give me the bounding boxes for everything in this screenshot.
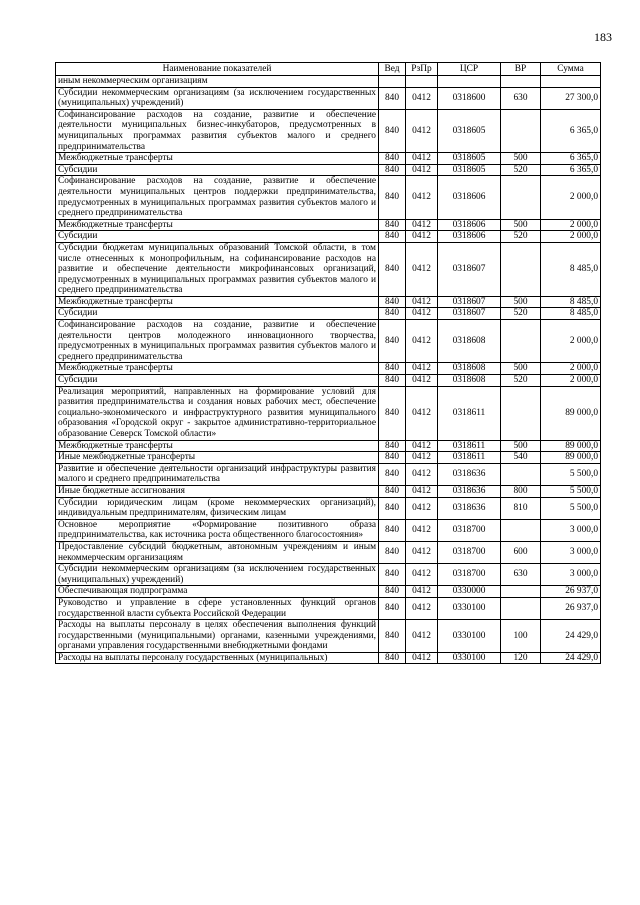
cell-name: Субсидии некоммерческим организациям (за исключением государственных (муниципальных) учреждений) xyxy=(56,87,379,109)
cell-vr: 520 xyxy=(501,308,541,320)
cell-csr: 0318700 xyxy=(438,519,501,541)
cell-sum: 26 937,0 xyxy=(541,586,601,598)
cell-ved: 840 xyxy=(379,519,406,541)
table-row xyxy=(56,242,601,296)
cell-name: Основное мероприятие «Формирование позитивного образа предпринимательства, как источника роста общественного благосостояния» xyxy=(56,519,379,541)
cell-csr: 0318700 xyxy=(438,541,501,563)
table-row xyxy=(56,320,601,363)
cell-name: Субсидии xyxy=(56,308,379,320)
table-row xyxy=(56,386,601,440)
cell-csr: 0318611 xyxy=(438,440,501,452)
cell-vr xyxy=(501,320,541,363)
cell-sum: 5 500,0 xyxy=(541,463,601,485)
cell-csr: 0330100 xyxy=(438,597,501,619)
cell-vr: 100 xyxy=(501,620,541,653)
cell-vr xyxy=(501,386,541,440)
cell-rzpr: 0412 xyxy=(406,440,438,452)
cell-vr xyxy=(501,176,541,219)
cell-name: Субсидии некоммерческим организациям (за исключением государственных (муниципальных) учреждений) xyxy=(56,564,379,586)
cell-csr: 0318606 xyxy=(438,176,501,219)
cell-rzpr: 0412 xyxy=(406,597,438,619)
table-row xyxy=(56,497,601,519)
cell-sum: 2 000,0 xyxy=(541,375,601,387)
cell-name: Софинансирование расходов на создание, развитие и обеспечение деятельности центров молодежного инновационного творчества, предусмотренных в муниципальных программах развития субъектов малого и среднего предпринимательства xyxy=(56,320,379,363)
cell-csr: 0318607 xyxy=(438,308,501,320)
cell-ved xyxy=(379,76,406,88)
cell-sum: 5 500,0 xyxy=(541,485,601,497)
cell-vr: 500 xyxy=(501,219,541,231)
cell-rzpr: 0412 xyxy=(406,164,438,176)
cell-rzpr: 0412 xyxy=(406,586,438,598)
cell-vr: 810 xyxy=(501,497,541,519)
cell-csr: 0318611 xyxy=(438,452,501,464)
cell-name: Расходы на выплаты персоналу в целях обеспечения выполнения функций государственными (муниципальными) органами, казенными учреждениями, органами управления государственными внебюджетными фондами xyxy=(56,620,379,653)
cell-csr: 0318700 xyxy=(438,564,501,586)
table-row xyxy=(56,564,601,586)
page-number: 183 xyxy=(594,30,612,44)
cell-csr: 0330100 xyxy=(438,652,501,664)
cell-ved: 840 xyxy=(379,219,406,231)
cell-vr: 500 xyxy=(501,440,541,452)
cell-rzpr: 0412 xyxy=(406,564,438,586)
table-row xyxy=(56,652,601,664)
cell-sum: 8 485,0 xyxy=(541,242,601,296)
cell-sum: 3 000,0 xyxy=(541,519,601,541)
cell-sum: 27 300,0 xyxy=(541,87,601,109)
cell-ved: 840 xyxy=(379,242,406,296)
table-row xyxy=(56,597,601,619)
cell-ved: 840 xyxy=(379,164,406,176)
cell-vr xyxy=(501,76,541,88)
cell-rzpr: 0412 xyxy=(406,386,438,440)
table-row xyxy=(56,87,601,109)
cell-ved: 840 xyxy=(379,296,406,308)
table-row xyxy=(56,375,601,387)
cell-csr: 0318607 xyxy=(438,242,501,296)
cell-name: Межбюджетные трансферты xyxy=(56,153,379,165)
cell-sum: 2 000,0 xyxy=(541,176,601,219)
cell-rzpr: 0412 xyxy=(406,87,438,109)
cell-vr: 800 xyxy=(501,485,541,497)
cell-ved: 840 xyxy=(379,497,406,519)
cell-ved: 840 xyxy=(379,452,406,464)
cell-sum: 89 000,0 xyxy=(541,386,601,440)
cell-ved: 840 xyxy=(379,320,406,363)
cell-csr: 0318606 xyxy=(438,219,501,231)
table-row xyxy=(56,541,601,563)
cell-rzpr: 0412 xyxy=(406,231,438,243)
cell-name: Межбюджетные трансферты xyxy=(56,219,379,231)
cell-csr: 0318600 xyxy=(438,87,501,109)
cell-sum: 6 365,0 xyxy=(541,164,601,176)
cell-ved: 840 xyxy=(379,176,406,219)
cell-csr: 0318607 xyxy=(438,296,501,308)
cell-rzpr: 0412 xyxy=(406,652,438,664)
cell-ved: 840 xyxy=(379,541,406,563)
cell-name: Субсидии xyxy=(56,375,379,387)
cell-sum: 89 000,0 xyxy=(541,452,601,464)
cell-ved: 840 xyxy=(379,440,406,452)
cell-vr xyxy=(501,109,541,152)
cell-vr: 520 xyxy=(501,164,541,176)
cell-sum: 3 000,0 xyxy=(541,564,601,586)
cell-rzpr xyxy=(406,76,438,88)
cell-rzpr: 0412 xyxy=(406,363,438,375)
cell-sum: 3 000,0 xyxy=(541,541,601,563)
table-row xyxy=(56,519,601,541)
cell-csr: 0318608 xyxy=(438,375,501,387)
cell-name: Иные бюджетные ассигнования xyxy=(56,485,379,497)
cell-ved: 840 xyxy=(379,109,406,152)
cell-name: Обеспечивающая подпрограмма xyxy=(56,586,379,598)
cell-sum: 2 000,0 xyxy=(541,320,601,363)
cell-sum: 6 365,0 xyxy=(541,153,601,165)
cell-vr: 630 xyxy=(501,87,541,109)
cell-ved: 840 xyxy=(379,386,406,440)
cell-csr: 0318611 xyxy=(438,386,501,440)
header-rzpr: РзПр xyxy=(406,63,438,76)
cell-ved: 840 xyxy=(379,564,406,586)
cell-vr: 500 xyxy=(501,153,541,165)
cell-rzpr: 0412 xyxy=(406,153,438,165)
cell-ved: 840 xyxy=(379,586,406,598)
cell-ved: 840 xyxy=(379,153,406,165)
cell-csr: 0318608 xyxy=(438,363,501,375)
table-row xyxy=(56,296,601,308)
cell-rzpr: 0412 xyxy=(406,519,438,541)
cell-name: Межбюджетные трансферты xyxy=(56,363,379,375)
table-row xyxy=(56,153,601,165)
cell-ved: 840 xyxy=(379,620,406,653)
budget-table xyxy=(55,62,601,664)
cell-rzpr: 0412 xyxy=(406,219,438,231)
cell-rzpr: 0412 xyxy=(406,541,438,563)
cell-csr: 0318605 xyxy=(438,109,501,152)
cell-name: Субсидии бюджетам муниципальных образований Томской области, в том числе отнесенных к монопрофильным, на софинансирование расходов на развитие и обеспечение деятельности микрофинансовых организаций, предусмотренных в муниципальных программах развития субъектов малого и среднего предпринимательства xyxy=(56,242,379,296)
cell-name: Предоставление субсидий бюджетным, автономным учреждениям и иным некоммерческим организациям xyxy=(56,541,379,563)
cell-name: Субсидии xyxy=(56,164,379,176)
cell-ved: 840 xyxy=(379,87,406,109)
table-row xyxy=(56,452,601,464)
cell-rzpr: 0412 xyxy=(406,620,438,653)
cell-sum: 89 000,0 xyxy=(541,440,601,452)
cell-name: Расходы на выплаты персоналу государственных (муниципальных) xyxy=(56,652,379,664)
cell-vr xyxy=(501,519,541,541)
cell-csr: 0330100 xyxy=(438,620,501,653)
header-sum: Сумма xyxy=(541,63,601,76)
cell-rzpr: 0412 xyxy=(406,485,438,497)
cell-sum: 6 365,0 xyxy=(541,109,601,152)
cell-name: Субсидии xyxy=(56,231,379,243)
cell-name: Иные межбюджетные трансферты xyxy=(56,452,379,464)
cell-vr: 630 xyxy=(501,564,541,586)
cell-vr xyxy=(501,586,541,598)
cell-ved: 840 xyxy=(379,652,406,664)
cell-sum: 8 485,0 xyxy=(541,308,601,320)
cell-ved: 840 xyxy=(379,363,406,375)
header-name: Наименование показателей xyxy=(56,63,379,76)
cell-csr xyxy=(438,76,501,88)
cell-sum: 24 429,0 xyxy=(541,652,601,664)
cell-name: Развитие и обеспечение деятельности организаций инфраструктуры развития малого и среднего предпринимательства xyxy=(56,463,379,485)
table-row xyxy=(56,485,601,497)
cell-sum: 2 000,0 xyxy=(541,363,601,375)
cell-csr: 0318606 xyxy=(438,231,501,243)
cell-rzpr: 0412 xyxy=(406,497,438,519)
header-ved: Вед xyxy=(379,63,406,76)
table-header-row xyxy=(56,63,601,76)
cell-rzpr: 0412 xyxy=(406,109,438,152)
cell-vr: 500 xyxy=(501,363,541,375)
cell-sum: 5 500,0 xyxy=(541,497,601,519)
table-row xyxy=(56,620,601,653)
cell-name: иным некоммерческим организациям xyxy=(56,76,379,88)
cell-csr: 0318636 xyxy=(438,463,501,485)
cell-csr: 0318608 xyxy=(438,320,501,363)
table-row xyxy=(56,231,601,243)
table-row xyxy=(56,164,601,176)
cell-vr: 520 xyxy=(501,375,541,387)
cell-rzpr: 0412 xyxy=(406,296,438,308)
table-row xyxy=(56,463,601,485)
cell-sum: 2 000,0 xyxy=(541,231,601,243)
cell-vr: 600 xyxy=(501,541,541,563)
cell-ved: 840 xyxy=(379,597,406,619)
cell-vr: 520 xyxy=(501,231,541,243)
cell-rzpr: 0412 xyxy=(406,463,438,485)
header-vr: ВР xyxy=(501,63,541,76)
cell-ved: 840 xyxy=(379,463,406,485)
cell-vr xyxy=(501,242,541,296)
header-csr: ЦСР xyxy=(438,63,501,76)
cell-sum: 26 937,0 xyxy=(541,597,601,619)
cell-sum: 8 485,0 xyxy=(541,296,601,308)
table-row xyxy=(56,586,601,598)
cell-vr xyxy=(501,597,541,619)
cell-name: Межбюджетные трансферты xyxy=(56,440,379,452)
cell-vr xyxy=(501,463,541,485)
cell-sum xyxy=(541,76,601,88)
cell-ved: 840 xyxy=(379,308,406,320)
cell-name: Софинансирование расходов на создание, развитие и обеспечение деятельности муниципальных центров поддержки предпринимательства, предусмотренных в муниципальных программах развития субъектов малого и среднего предпринимательства xyxy=(56,176,379,219)
cell-rzpr: 0412 xyxy=(406,452,438,464)
cell-ved: 840 xyxy=(379,231,406,243)
table-row xyxy=(56,76,601,88)
cell-name: Межбюджетные трансферты xyxy=(56,296,379,308)
table-row xyxy=(56,176,601,219)
cell-ved: 840 xyxy=(379,375,406,387)
cell-rzpr: 0412 xyxy=(406,176,438,219)
cell-name: Субсидии юридическим лицам (кроме некоммерческих организаций), индивидуальным предпринимателям, физическим лицам xyxy=(56,497,379,519)
table-row xyxy=(56,219,601,231)
cell-name: Софинансирование расходов на создание, развитие и обеспечение деятельности муниципальных бизнес-инкубаторов, предусмотренных в муниципальных программах развития субъектов малого и среднего предпринимательства xyxy=(56,109,379,152)
cell-sum: 24 429,0 xyxy=(541,620,601,653)
table-body xyxy=(56,76,601,664)
table-row xyxy=(56,109,601,152)
cell-rzpr: 0412 xyxy=(406,375,438,387)
cell-rzpr: 0412 xyxy=(406,320,438,363)
cell-sum: 2 000,0 xyxy=(541,219,601,231)
cell-csr: 0318636 xyxy=(438,497,501,519)
cell-vr: 500 xyxy=(501,296,541,308)
cell-rzpr: 0412 xyxy=(406,242,438,296)
cell-ved: 840 xyxy=(379,485,406,497)
cell-name: Руководство и управление в сфере установленных функций органов государственной власти субъекта Российской Федерации xyxy=(56,597,379,619)
table-row xyxy=(56,308,601,320)
cell-vr: 540 xyxy=(501,452,541,464)
cell-rzpr: 0412 xyxy=(406,308,438,320)
table-row xyxy=(56,363,601,375)
cell-csr: 0330000 xyxy=(438,586,501,598)
cell-csr: 0318636 xyxy=(438,485,501,497)
cell-csr: 0318605 xyxy=(438,153,501,165)
cell-name: Реализация мероприятий, направленных на формирование условий для развития предпринимательства и создания новых рабочих мест, обеспечение социально-экономического и инфраструктурного развития муниципального образования «Городской округ - закрытое административно-территориальное образование Северск Томской области» xyxy=(56,386,379,440)
cell-csr: 0318605 xyxy=(438,164,501,176)
cell-vr: 120 xyxy=(501,652,541,664)
table-row xyxy=(56,440,601,452)
